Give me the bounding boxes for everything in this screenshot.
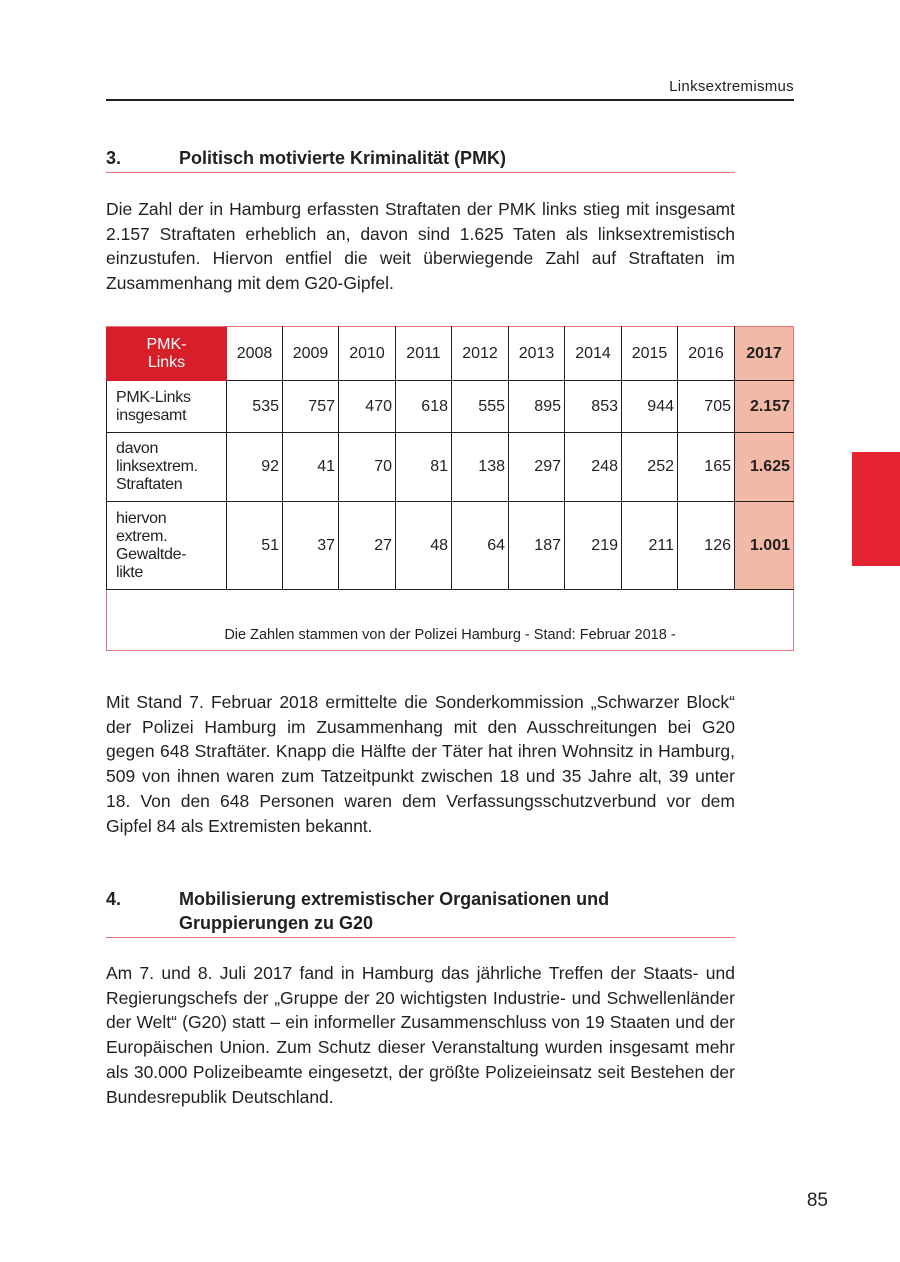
section-4-title-line-1: Mobilisierung extremistischer Organisationen und [179,889,610,909]
table-cell: 705 [678,381,735,433]
table-row [107,433,794,502]
table-cell: 895 [509,381,565,433]
header-rule [106,99,794,101]
section-3-number: 3. [106,148,122,168]
year-header: 2010 [339,327,396,381]
table-header-row [107,327,794,381]
year-header: 2012 [452,327,509,381]
running-head: Linksextremismus [669,78,794,95]
table-cell: 165 [678,433,735,502]
year-header: 2014 [565,327,622,381]
table-cell: 27 [339,502,396,590]
year-header: 2009 [283,327,339,381]
table-cell-highlighted: 1.625 [735,433,794,502]
pmk-statistics-table [106,326,794,651]
row-label: hiervon extrem. Gewaltde- likte [107,502,227,590]
row-label: PMK-Links insgesamt [107,381,227,433]
year-header: 2016 [678,327,735,381]
table-cell: 248 [565,433,622,502]
table-source-note: Die Zahlen stammen von der Polizei Hamburg - Stand: Februar 2018 - [107,590,794,651]
table-cell: 48 [396,502,452,590]
table-cell: 64 [452,502,509,590]
section-4-title-line-2: Gruppierungen zu G20 [179,913,374,933]
section-4-heading [106,887,735,938]
table-cell: 618 [396,381,452,433]
year-header: 2011 [396,327,452,381]
chapter-tab-marker [852,452,900,566]
table-cell-highlighted: 2.157 [735,381,794,433]
table-cell: 37 [283,502,339,590]
year-header: 2008 [227,327,283,381]
section-4-number: 4. [106,889,122,909]
table-cell: 138 [452,433,509,502]
section-4-paragraph: Am 7. und 8. Juli 2017 fand in Hamburg das jährliche Treffen der Staats- und Regierungschefs der „Gruppe der 20 wichtigsten Industrie- und Schwellenländer der Welt“ (G20) statt – ein informeller Zusammenschluss von 19 Staaten und der Europäischen Union. Zum Schutz dieser Veranstaltung wurden insgesamt mehr als 30.000 Polizeibeamte eingesetzt, der größte Polizeieinsatz seit Bestehen der Bundesrepublik Deutschland. [106,963,735,1107]
table-cell: 187 [509,502,565,590]
table-cell: 944 [622,381,678,433]
table-source-row [107,590,794,651]
table-row [107,381,794,433]
table-cell: 126 [678,502,735,590]
paragraph-soko: Mit Stand 7. Februar 2018 ermittelte die Sonderkommission „Schwarzer Block“ der Polizei Hamburg im Zusammenhang mit den Ausschreitungen bei G20 gegen 648 Straftäter. Knapp die Hälfte der Täter hat ihren Wohnsitz in Hamburg, 509 von ihnen waren zum Tatzeitpunkt zwischen 18 und 35 Jahre alt, 39 unter 18. Von den 648 Personen waren dem Verfassungsschutzverbund vor dem Gipfel 84 als Extremisten bekannt. [106,692,735,836]
table-row [107,502,794,590]
table-cell: 757 [283,381,339,433]
table-cell: 853 [565,381,622,433]
section-3-heading [106,146,735,173]
table-cell: 252 [622,433,678,502]
year-header: 2015 [622,327,678,381]
table-cell: 51 [227,502,283,590]
page-number: 85 [806,1190,828,1211]
table-cell: 70 [339,433,396,502]
table-cell: 81 [396,433,452,502]
table-cell: 535 [227,381,283,433]
year-header-highlighted: 2017 [735,327,794,381]
table-cell-highlighted: 1.001 [735,502,794,590]
table-cell: 555 [452,381,509,433]
table-cell: 211 [622,502,678,590]
table-cell: 219 [565,502,622,590]
table-header-label: PMK- Links [107,327,227,381]
table-cell: 297 [509,433,565,502]
table-cell: 470 [339,381,396,433]
table-cell: 41 [283,433,339,502]
year-header: 2013 [509,327,565,381]
row-label: davon linksextrem. Straftaten [107,433,227,502]
table-cell: 92 [227,433,283,502]
section-3-title: Politisch motivierte Kriminalität (PMK) [179,148,507,168]
section-3-paragraph: Die Zahl der in Hamburg erfassten Straftaten der PMK links stieg mit insgesamt 2.157 Straftaten erheblich an, davon sind 1.625 Taten als linksextremistisch einzustufen. Hiervon entfiel die weit überwiegende Zahl auf Straftaten im Zusammenhang mit dem G20-Gipfel. [106,199,735,294]
